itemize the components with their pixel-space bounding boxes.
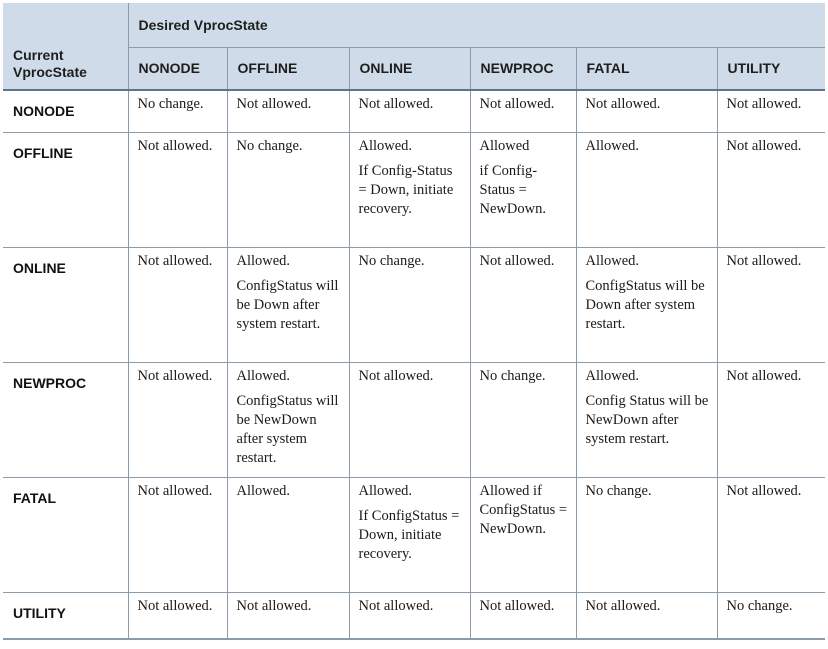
table-cell <box>576 247 717 362</box>
table-cell <box>128 362 227 477</box>
cell-text: Not allowed. <box>236 96 312 112</box>
cell-text: Not allowed. <box>358 367 434 384</box>
table-row <box>3 247 825 362</box>
cell-text: ConfigStatus will be Down after system restart. <box>585 277 705 332</box>
table-bottom-rule <box>3 638 825 640</box>
table-cell <box>349 90 470 132</box>
table-cell <box>227 592 349 640</box>
cell-text: ConfigStatus will be NewDown after system restart. <box>236 392 339 466</box>
cell-text: Not allowed. <box>137 252 213 269</box>
table-cell <box>227 362 349 477</box>
table-cell <box>717 90 825 132</box>
cell-text: Not allowed. <box>137 137 213 154</box>
column-header: OFFLINE <box>227 47 349 90</box>
corner-header: Current VprocState <box>3 3 128 90</box>
cell-text: if Config-Status = NewDown. <box>479 162 546 217</box>
column-header: ONLINE <box>349 47 470 90</box>
table-cell <box>227 247 349 362</box>
cell-text: Not allowed. <box>358 96 434 112</box>
cell-text: No change. <box>137 96 204 112</box>
table-cell <box>128 247 227 362</box>
column-header: FATAL <box>576 47 717 90</box>
table-cell <box>227 90 349 132</box>
cell-text: If ConfigStatus = Down, initiate recovery. <box>358 507 460 562</box>
table-cell <box>470 477 576 592</box>
cell-text: Not allowed. <box>479 252 555 269</box>
table-cell <box>576 592 717 640</box>
cell-text: Not allowed. <box>137 367 213 384</box>
cell-text: No change. <box>358 252 425 269</box>
cell-text: Allowed if ConfigStatus = NewDown. <box>479 482 568 537</box>
table-row <box>3 477 825 592</box>
table-cell <box>717 592 825 640</box>
row-header: NEWPROC <box>3 362 128 477</box>
row-header: OFFLINE <box>3 132 128 247</box>
table-cell <box>349 247 470 362</box>
table-cell <box>227 477 349 592</box>
cell-text: Not allowed. <box>726 482 802 499</box>
table-cell <box>128 592 227 640</box>
table-cell <box>227 132 349 247</box>
table-cell <box>470 362 576 477</box>
column-header: UTILITY <box>717 47 825 90</box>
cell-text: Not allowed. <box>137 482 213 499</box>
cell-text: Not allowed. <box>726 252 802 269</box>
cell-text: Allowed <box>479 137 530 154</box>
cell-text: Not allowed. <box>585 597 661 614</box>
table-row <box>3 362 825 477</box>
cell-text: Not allowed. <box>479 96 555 112</box>
cell-text: Allowed. <box>585 137 640 154</box>
table-cell <box>349 132 470 247</box>
row-header: ONLINE <box>3 247 128 362</box>
cell-text: ConfigStatus will be Down after system restart. <box>236 277 339 332</box>
cell-text: Not allowed. <box>137 597 213 614</box>
column-header: NEWPROC <box>470 47 576 90</box>
cell-text: Not allowed. <box>726 137 802 154</box>
cell-text: Not allowed. <box>726 96 802 112</box>
table-cell <box>576 362 717 477</box>
table-cell <box>349 362 470 477</box>
cell-text: No change. <box>479 367 546 384</box>
table-cell <box>576 477 717 592</box>
cell-text: Not allowed. <box>236 597 312 614</box>
table-cell <box>470 90 576 132</box>
vprocstate-transition-table <box>3 3 825 640</box>
table-cell <box>128 477 227 592</box>
table-cell <box>128 132 227 247</box>
table-cell <box>717 132 825 247</box>
cell-text: Config Status will be NewDown after system restart. <box>585 392 709 447</box>
table-cell <box>470 247 576 362</box>
table-body <box>3 90 825 640</box>
table-cell <box>576 90 717 132</box>
table-cell <box>349 592 470 640</box>
table-row <box>3 90 825 132</box>
cell-text: Allowed. <box>358 137 413 154</box>
cell-text: Allowed. <box>236 252 291 269</box>
cell-text: No change. <box>236 137 303 154</box>
table-cell <box>717 477 825 592</box>
row-header: UTILITY <box>3 592 128 640</box>
row-header: NONODE <box>3 90 128 132</box>
cell-text: No change. <box>726 597 793 614</box>
cell-text: Not allowed. <box>585 96 661 112</box>
cell-text: Allowed. <box>585 252 640 269</box>
cell-text: If Config-Status = Down, initiate recovery. <box>358 162 454 217</box>
cell-text: No change. <box>585 482 652 499</box>
cell-text: Allowed. <box>585 367 640 384</box>
table-cell <box>717 362 825 477</box>
table-cell <box>470 592 576 640</box>
cell-text: Allowed. <box>236 367 291 384</box>
vprocstate-transition-table-wrap <box>3 3 825 640</box>
column-header: NONODE <box>128 47 227 90</box>
cell-text: Not allowed. <box>358 597 434 614</box>
table-row <box>3 592 825 640</box>
table-cell <box>576 132 717 247</box>
table-cell <box>128 90 227 132</box>
row-header: FATAL <box>3 477 128 592</box>
cell-text: Not allowed. <box>479 597 555 614</box>
table-cell <box>717 247 825 362</box>
group-header: Desired VprocState <box>128 3 825 47</box>
cell-text: Allowed. <box>358 482 413 499</box>
table-row <box>3 132 825 247</box>
cell-text: Not allowed. <box>726 367 802 384</box>
cell-text: Allowed. <box>236 482 291 499</box>
table-cell <box>470 132 576 247</box>
table-cell <box>349 477 470 592</box>
